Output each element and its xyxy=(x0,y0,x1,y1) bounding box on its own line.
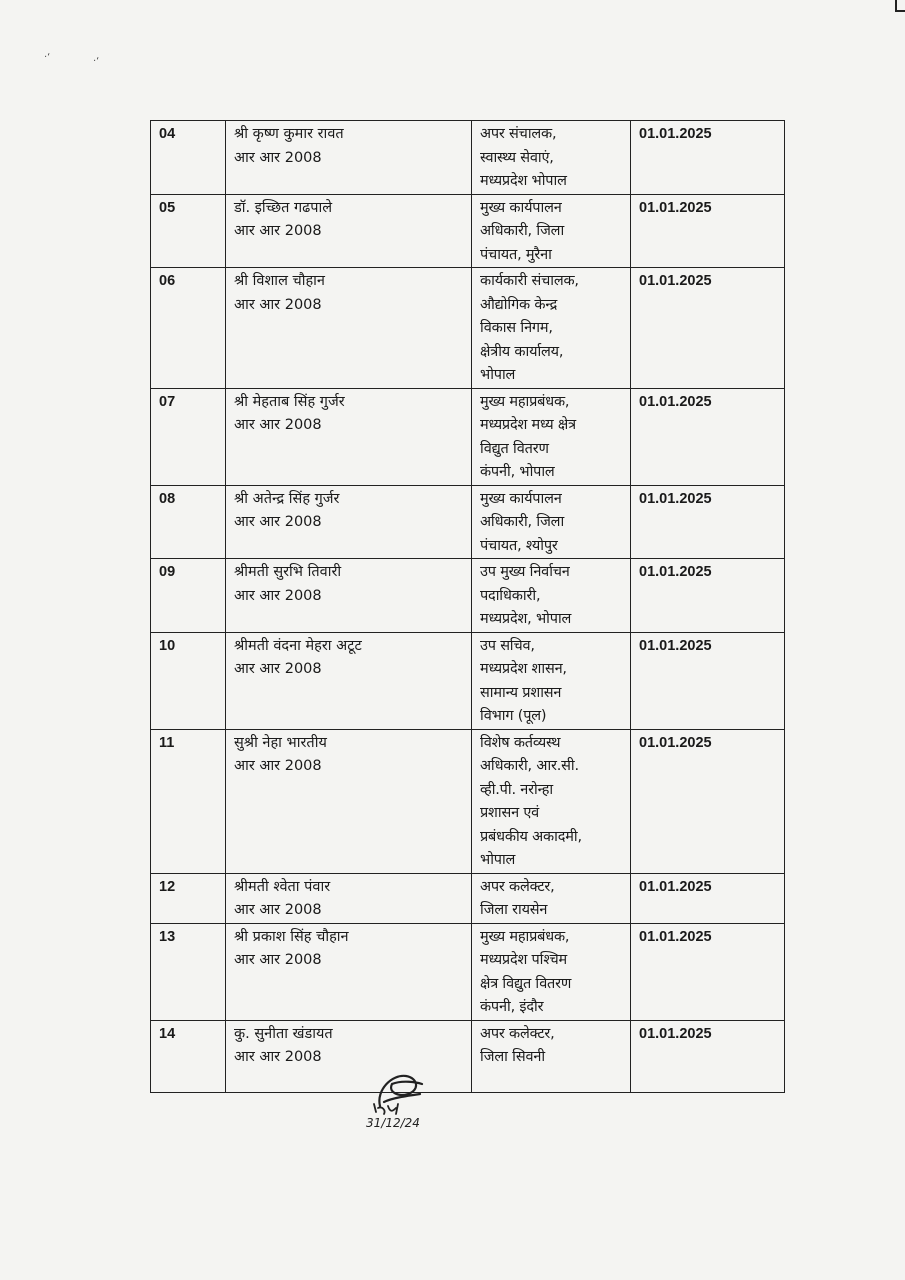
posting-line: भोपाल xyxy=(480,852,516,868)
posting-line: उप मुख्य निर्वाचन xyxy=(480,564,570,580)
officer-name: श्री अतेन्द्र सिंह गुर्जर xyxy=(234,490,340,507)
officer-name: श्री मेहताब सिंह गुर्जर xyxy=(234,393,345,410)
serial-cell: 05 xyxy=(151,194,226,268)
officer-batch: आर आर 2008 xyxy=(234,902,322,918)
posting-line: पंचायत, मुरैना xyxy=(480,246,552,263)
serial-cell: 04 xyxy=(151,121,226,195)
posting-line: जिला सिवनी xyxy=(480,1049,545,1065)
scan-speck: ·‘ xyxy=(44,52,51,63)
posting-line: पंचायत, श्योपुर xyxy=(480,537,558,554)
posting-cell xyxy=(472,873,631,923)
officer-name-cell xyxy=(226,194,472,268)
posting-line: क्षेत्र विद्युत वितरण xyxy=(480,975,572,992)
table-row xyxy=(151,873,785,923)
posting-line: अधिकारी, जिला xyxy=(480,223,565,239)
officer-name-cell xyxy=(226,485,472,559)
officer-name-cell xyxy=(226,268,472,389)
date-cell: 01.01.2025 xyxy=(631,559,785,633)
officer-batch: आर आर 2008 xyxy=(234,587,322,604)
serial-cell: 09 xyxy=(151,559,226,633)
posting-line: अपर कलेक्टर, xyxy=(480,878,555,895)
serial-cell: 14 xyxy=(151,1020,226,1092)
posting-cell xyxy=(472,268,631,389)
officer-name-cell xyxy=(226,923,472,1020)
signature-date: 31/12/24 xyxy=(366,1116,420,1130)
posting-line: औद्योगिक केन्द्र xyxy=(480,296,558,313)
posting-line: अपर संचालक, xyxy=(480,126,557,142)
posting-line: उप सचिव, xyxy=(480,637,535,654)
posting-line: सामान्य प्रशासन xyxy=(480,684,562,701)
table-row xyxy=(151,194,785,268)
posting-line: विकास निगम, xyxy=(480,320,553,336)
serial-cell: 06 xyxy=(151,268,226,389)
posting-line: मुख्य कार्यपालन xyxy=(480,199,562,216)
posting-cell xyxy=(472,559,631,633)
posting-cell xyxy=(472,923,631,1020)
table-row xyxy=(151,388,785,485)
posting-line: व्ही.पी. नरोन्हा xyxy=(480,781,553,798)
officer-name: कु. सुनीता खंडायत xyxy=(234,1025,333,1042)
date-cell: 01.01.2025 xyxy=(631,923,785,1020)
officer-name: श्री विशाल चौहान xyxy=(234,273,325,289)
officer-batch: आर आर 2008 xyxy=(234,417,322,433)
scan-corner-mark xyxy=(895,0,905,12)
posting-line: मध्यप्रदेश मध्य क्षेत्र xyxy=(480,417,576,433)
serial-cell: 12 xyxy=(151,873,226,923)
posting-cell xyxy=(472,1020,631,1092)
table-row xyxy=(151,632,785,729)
posting-line: पदाधिकारी, xyxy=(480,587,541,604)
officer-roster-table xyxy=(150,120,785,1093)
posting-line: विशेष कर्तव्यस्थ xyxy=(480,734,561,751)
posting-cell xyxy=(472,632,631,729)
posting-line: मुख्य महाप्रबंधक, xyxy=(480,393,570,410)
posting-line: मध्यप्रदेश शासन, xyxy=(480,661,567,677)
officer-batch: आर आर 2008 xyxy=(234,758,322,774)
posting-line: क्षेत्रीय कार्यालय, xyxy=(480,343,564,360)
officer-name-cell xyxy=(226,388,472,485)
officer-name: श्री प्रकाश सिंह चौहान xyxy=(234,928,349,945)
posting-line: मध्यप्रदेश भोपाल xyxy=(480,173,567,189)
serial-cell: 10 xyxy=(151,632,226,729)
date-cell: 01.01.2025 xyxy=(631,121,785,195)
posting-cell xyxy=(472,121,631,195)
date-cell: 01.01.2025 xyxy=(631,485,785,559)
posting-line: मध्यप्रदेश, भोपाल xyxy=(480,611,572,627)
posting-line: कंपनी, इंदौर xyxy=(480,999,544,1015)
posting-line: अधिकारी, आर.सी. xyxy=(480,758,579,774)
posting-line: विभाग (पूल) xyxy=(480,708,547,724)
posting-line: मुख्य कार्यपालन xyxy=(480,490,562,507)
signature xyxy=(362,1066,442,1134)
signature-mark xyxy=(362,1066,442,1130)
serial-cell: 11 xyxy=(151,729,226,873)
officer-batch: आर आर 2008 xyxy=(234,1049,322,1065)
posting-line: विद्युत वितरण xyxy=(480,440,549,457)
posting-line: मध्यप्रदेश पश्चिम xyxy=(480,952,567,968)
posting-line: कार्यकारी संचालक, xyxy=(480,273,579,289)
posting-cell xyxy=(472,388,631,485)
posting-line: मुख्य महाप्रबंधक, xyxy=(480,928,570,945)
date-cell: 01.01.2025 xyxy=(631,388,785,485)
posting-line: अधिकारी, जिला xyxy=(480,514,565,530)
table-row xyxy=(151,485,785,559)
posting-line: स्वास्थ्य सेवाएं, xyxy=(480,149,554,166)
officer-batch: आर आर 2008 xyxy=(234,223,322,239)
officer-name: सुश्री नेहा भारतीय xyxy=(234,734,327,751)
officer-batch: आर आर 2008 xyxy=(234,514,322,530)
officer-name: श्रीमती वंदना मेहरा अटूट xyxy=(234,637,362,654)
posting-line: अपर कलेक्टर, xyxy=(480,1025,555,1042)
table-row xyxy=(151,923,785,1020)
roster-body xyxy=(151,121,785,1093)
date-cell: 01.01.2025 xyxy=(631,873,785,923)
officer-batch: आर आर 2008 xyxy=(234,952,322,968)
posting-line: भोपाल xyxy=(480,367,516,383)
posting-line: प्रबंधकीय अकादमी, xyxy=(480,828,582,845)
officer-name: श्रीमती सुरभि तिवारी xyxy=(234,564,342,580)
date-cell: 01.01.2025 xyxy=(631,268,785,389)
table-row xyxy=(151,559,785,633)
table-row xyxy=(151,729,785,873)
officer-name: डॉ. इच्छित गढपाले xyxy=(234,199,333,216)
posting-cell xyxy=(472,194,631,268)
table-row xyxy=(151,1020,785,1092)
officer-name-cell xyxy=(226,873,472,923)
date-cell: 01.01.2025 xyxy=(631,1020,785,1092)
officer-name-cell xyxy=(226,121,472,195)
posting-line: प्रशासन एवं xyxy=(480,805,540,821)
table-row xyxy=(151,121,785,195)
posting-cell xyxy=(472,485,631,559)
officer-batch: आर आर 2008 xyxy=(234,149,322,166)
posting-line: जिला रायसेन xyxy=(480,902,548,918)
officer-name-cell xyxy=(226,632,472,729)
officer-name-cell xyxy=(226,559,472,633)
serial-cell: 08 xyxy=(151,485,226,559)
serial-cell: 07 xyxy=(151,388,226,485)
officer-name: श्री कृष्ण कुमार रावत xyxy=(234,126,344,142)
officer-name: श्रीमती श्वेता पंवार xyxy=(234,878,331,895)
scan-speck: ·‘ xyxy=(93,56,100,67)
officer-batch: आर आर 2008 xyxy=(234,661,322,677)
officer-name-cell xyxy=(226,729,472,873)
date-cell: 01.01.2025 xyxy=(631,632,785,729)
date-cell: 01.01.2025 xyxy=(631,194,785,268)
posting-line: कंपनी, भोपाल xyxy=(480,464,555,480)
table-row xyxy=(151,268,785,389)
posting-cell xyxy=(472,729,631,873)
date-cell: 01.01.2025 xyxy=(631,729,785,873)
serial-cell: 13 xyxy=(151,923,226,1020)
officer-batch: आर आर 2008 xyxy=(234,296,322,313)
